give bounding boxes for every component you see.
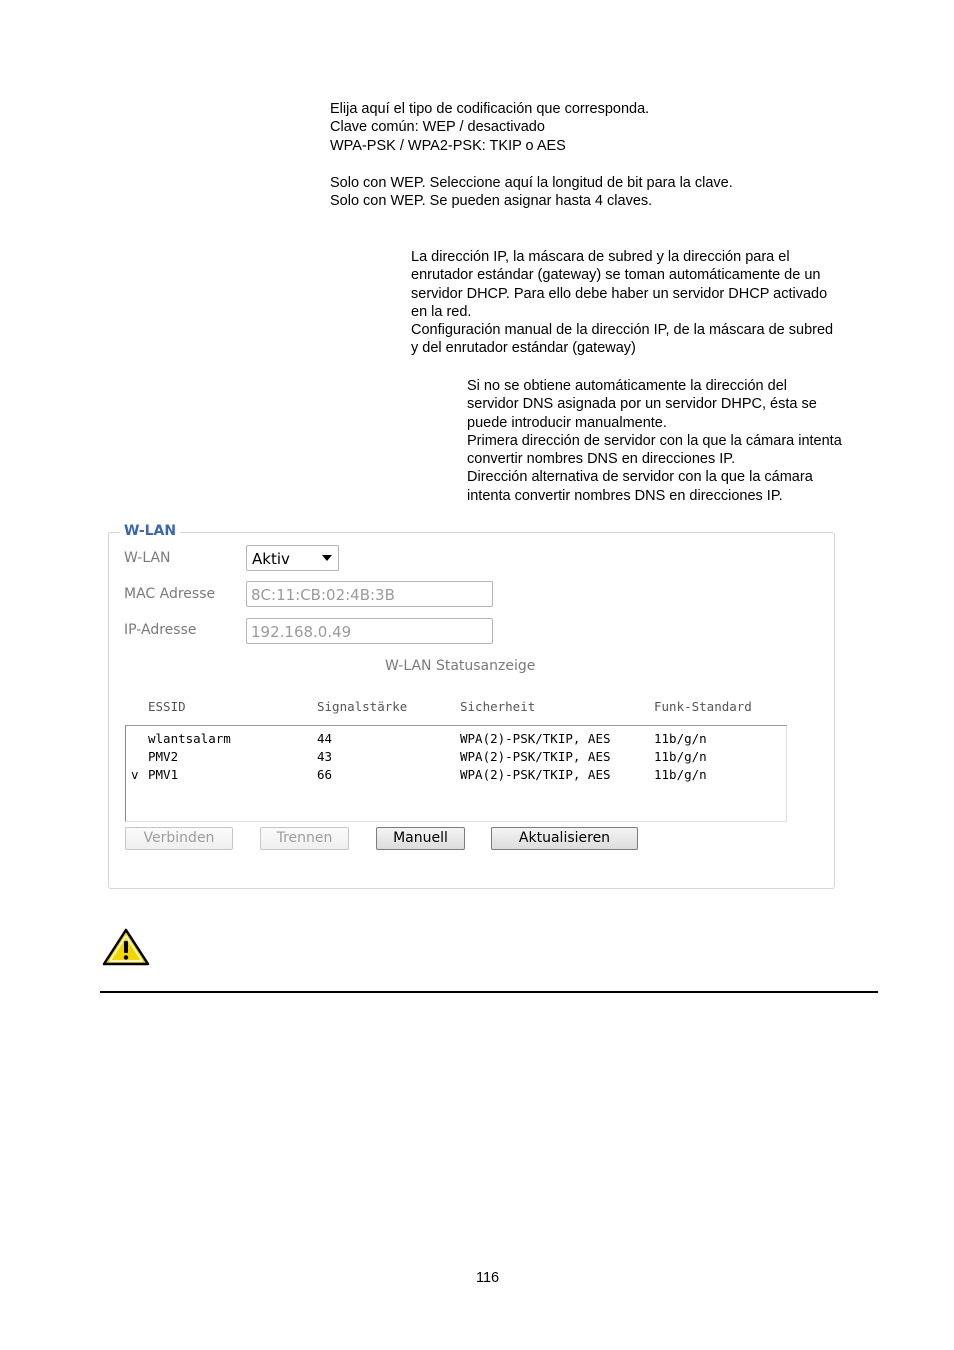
disconnect-button[interactable]: Trennen	[260, 827, 349, 850]
column-header-security: Sicherheit	[460, 699, 536, 714]
manual-button[interactable]: Manuell	[376, 827, 465, 850]
refresh-button[interactable]: Aktualisieren	[491, 827, 638, 850]
text-line: puede introducir manualmente.	[467, 414, 667, 431]
wlan-label: W-LAN	[124, 550, 171, 566]
text-line: Configuración manual de la dirección IP, de la máscara de subred	[411, 322, 834, 339]
horizontal-rule	[100, 991, 878, 993]
row-signal: 44	[317, 731, 333, 746]
mac-field[interactable]	[246, 581, 493, 607]
ip-description	[411, 248, 833, 358]
chevron-down-icon	[322, 555, 332, 561]
text-line: Si no se obtiene automáticamente la dirección del	[467, 378, 787, 394]
row-standard: 11b/g/n	[654, 767, 707, 782]
ip-label: IP-Adresse	[124, 622, 197, 638]
text-line: y del enrutador estándar (gateway)	[411, 340, 636, 357]
row-essid: wlantsalarm	[148, 731, 231, 746]
page-number: 116	[476, 1270, 500, 1286]
connect-button[interactable]: Verbinden	[125, 827, 233, 850]
mac-field-value: 8C:11:CB:02:4B:3B	[251, 586, 395, 604]
text-line: Clave común: WEP / desactivado	[330, 119, 545, 136]
text-line: Primera dirección de servidor con la que la cámara intenta	[467, 432, 842, 449]
encoding-description	[330, 100, 649, 155]
row-mark: v	[131, 767, 139, 782]
column-header-standard: Funk-Standard	[654, 699, 752, 714]
text-line: servidor DNS asignada por un servidor DHPC, ésta se	[467, 396, 817, 413]
text-line: convertir nombres DNS en direcciones IP.	[467, 451, 736, 468]
text-line: Solo con WEP. Seleccione aquí la longitud de bit para la clave.	[330, 175, 733, 191]
row-security: WPA(2)-PSK/TKIP, AES	[460, 749, 611, 764]
column-header-signal: Signalstärke	[317, 699, 408, 714]
text-line: enrutador estándar (gateway) se toman automáticamente de un	[411, 267, 821, 284]
text-line: en la red.	[411, 303, 472, 320]
row-security: WPA(2)-PSK/TKIP, AES	[460, 767, 611, 782]
row-signal: 43	[317, 749, 333, 764]
ip-field[interactable]	[246, 618, 493, 644]
ip-field-value: 192.168.0.49	[251, 623, 352, 641]
row-standard: 11b/g/n	[654, 749, 707, 764]
row-standard: 11b/g/n	[654, 731, 707, 746]
row-essid: PMV2	[148, 749, 179, 764]
text-line: intenta convertir nombres DNS en direcciones IP.	[467, 487, 783, 504]
wlan-select-value: Aktiv	[252, 550, 290, 568]
wlan-select[interactable]	[246, 545, 339, 571]
dns-description	[467, 377, 842, 505]
status-title: W-LAN Statusanzeige	[385, 658, 536, 674]
text-line: Elija aquí el tipo de codificación que corresponda.	[330, 101, 650, 117]
row-security: WPA(2)-PSK/TKIP, AES	[460, 731, 611, 746]
wep-description	[330, 174, 733, 211]
column-header-essid: ESSID	[148, 699, 186, 714]
mac-label: MAC Adresse	[124, 586, 216, 602]
wlan-legend: W-LAN	[120, 523, 180, 539]
text-line: Solo con WEP. Se pueden asignar hasta 4 claves.	[330, 193, 653, 210]
text-line: WPA-PSK / WPA2-PSK: TKIP o AES	[330, 137, 566, 154]
row-essid: PMV1	[148, 767, 179, 782]
text-line: servidor DHCP. Para ello debe haber un servidor DHCP activado	[411, 285, 828, 302]
warning-triangle-icon	[102, 928, 150, 966]
text-line: La dirección IP, la máscara de subred y la dirección para el	[411, 249, 790, 265]
row-signal: 66	[317, 767, 333, 782]
text-line: Dirección alternativa de servidor con la que la cámara	[467, 469, 813, 486]
